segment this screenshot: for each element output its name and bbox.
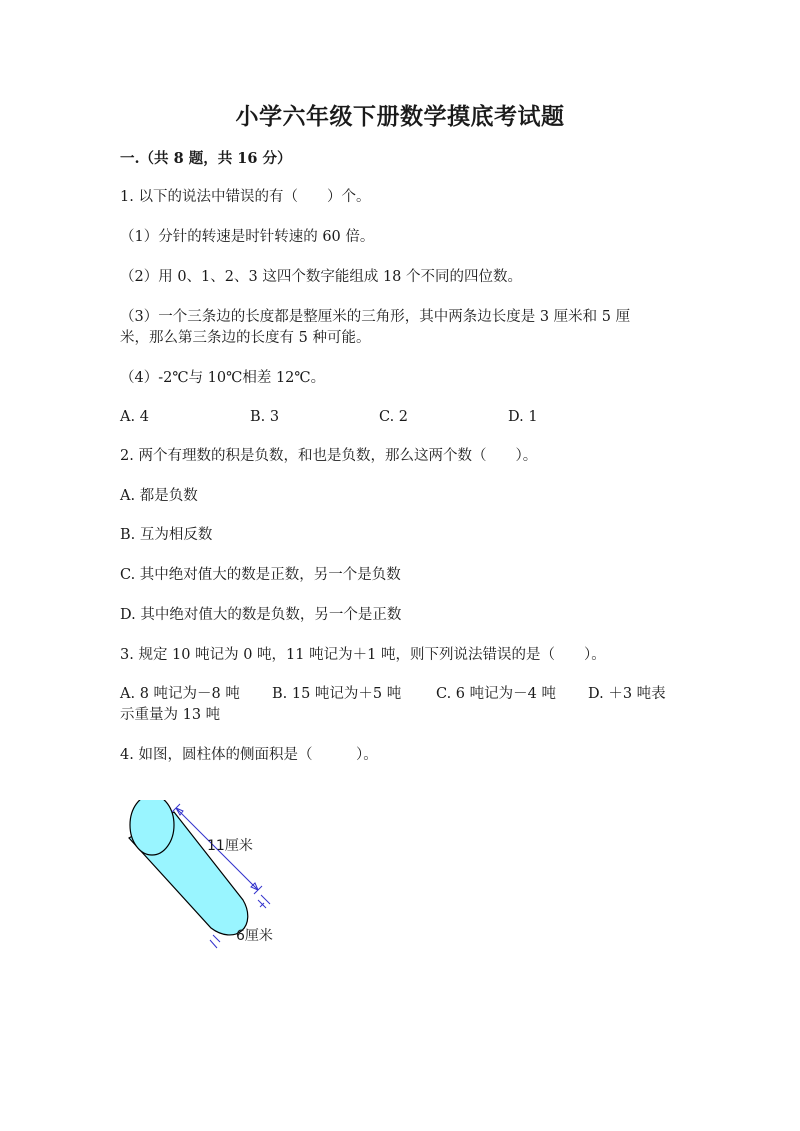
question-2-option-b[interactable]: B. 互为相反数 xyxy=(120,527,213,543)
question-1-option-c[interactable]: C. 2 xyxy=(379,409,409,425)
section-header: 一.（共 8 题，共 16 分） xyxy=(120,150,292,167)
question-3-options xyxy=(120,684,690,705)
question-3-option-c[interactable]: C. 6 吨记为－4 吨 xyxy=(436,686,556,702)
question-4-stem: 4. 如图，圆柱体的侧面积是（ ）。 xyxy=(120,747,378,763)
question-1-statement-2: （2）用 0、1、2、3 这四个数字能组成 18 个不同的四位数。 xyxy=(120,269,523,285)
question-1-options xyxy=(120,407,690,428)
question-3-stem: 3. 规定 10 吨记为 0 吨，11 吨记为＋1 吨，则下列说法错误的是（ ）。 xyxy=(120,647,606,663)
question-1-option-b[interactable]: B. 3 xyxy=(250,409,280,425)
question-1-statement-4: （4）-2℃与 10℃相差 12℃。 xyxy=(120,370,326,386)
cylinder-top-face xyxy=(130,800,174,855)
cylinder-figure xyxy=(118,800,308,965)
diameter-label: 6厘米 xyxy=(236,928,273,944)
question-1-stem: 1. 以下的说法中错误的有（ ）个。 xyxy=(120,189,371,205)
question-3-option-a[interactable]: A. 8 吨记为－8 吨 xyxy=(120,686,240,702)
question-2-option-a[interactable]: A. 都是负数 xyxy=(120,488,198,504)
question-2-stem: 2. 两个有理数的积是负数，和也是负数，那么这两个数（ ）。 xyxy=(120,448,538,464)
question-3-option-b[interactable]: B. 15 吨记为＋5 吨 xyxy=(272,686,402,702)
question-3-option-d-continued: 示重量为 13 吨 xyxy=(120,707,221,723)
question-1-statement-3-line-2: 米，那么第三条边的长度有 5 种可能。 xyxy=(120,330,371,346)
height-label: 11厘米 xyxy=(207,838,253,854)
page-title: 小学六年级下册数学摸底考试题 xyxy=(235,103,565,130)
question-1-option-a[interactable]: A. 4 xyxy=(120,409,149,425)
question-3-option-d[interactable]: D. ＋3 吨表 xyxy=(588,686,666,702)
question-1-option-d[interactable]: D. 1 xyxy=(508,409,538,425)
question-1-statement-3-line-1: （3）一个三条边的长度都是整厘米的三角形，其中两条边长度是 3 厘米和 5 厘 xyxy=(120,309,631,325)
question-2-option-d[interactable]: D. 其中绝对值大的数是负数，另一个是正数 xyxy=(120,607,402,623)
question-1-statement-1: （1）分针的转速是时针转速的 60 倍。 xyxy=(120,229,375,245)
question-2-option-c[interactable]: C. 其中绝对值大的数是正数，另一个是负数 xyxy=(120,567,401,583)
